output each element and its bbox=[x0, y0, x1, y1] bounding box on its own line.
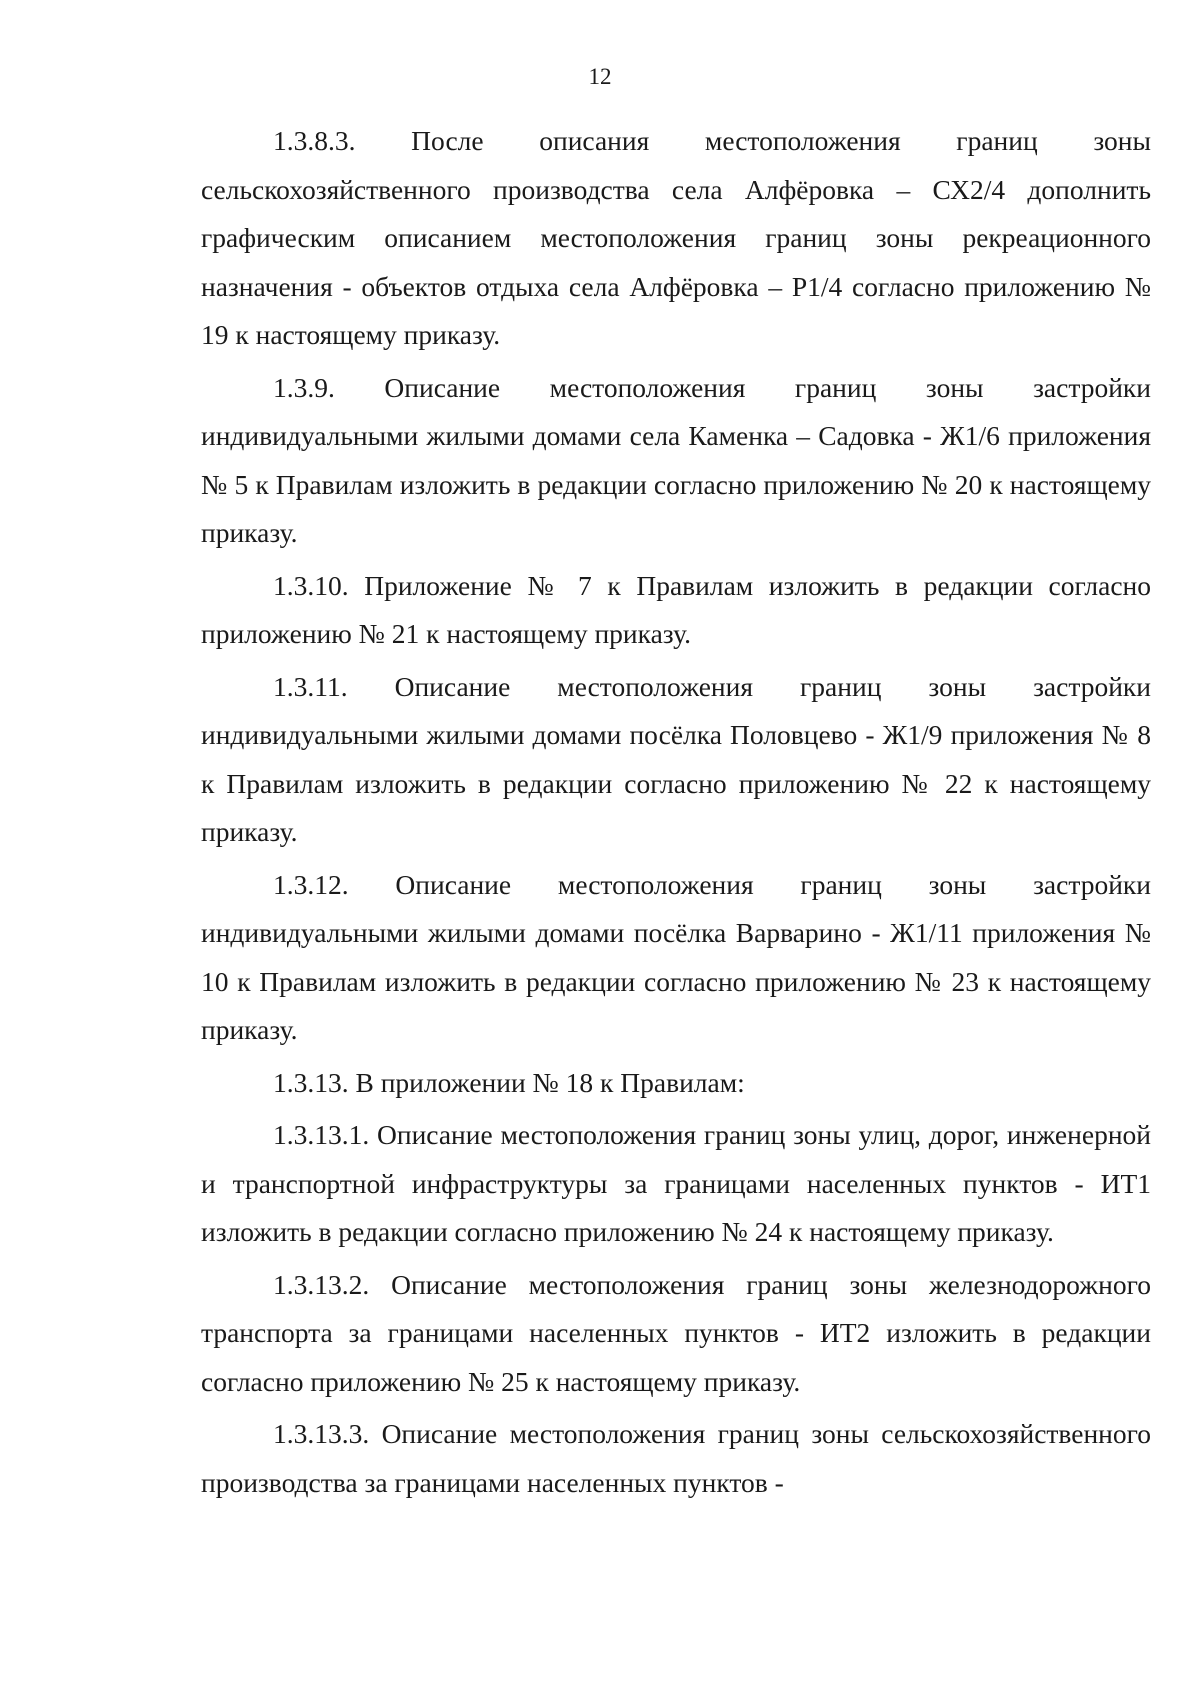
paragraph-1-3-13-3: 1.3.13.3. Описание местоположения границ зоны сельскохозяйственного производства за границами населенных пунктов - bbox=[201, 1418, 1151, 1498]
paragraph-1-3-10: 1.3.10. Приложение № 7 к Правилам изложить в редакции согласно приложению № 21 к настоящему приказу. bbox=[201, 569, 1151, 649]
paragraph-1-3-9: 1.3.9. Описание местоположения границ зоны застройки индивидуальными жилыми домами села Каменка – Садовка - Ж1/6 приложения № 5 к Правилам изложить в редакции согласно приложению № 20 к настоящему приказу. bbox=[201, 371, 1151, 548]
paragraph-1-3-11: 1.3.11. Описание местоположения границ зоны застройки индивидуальными жилыми домами посёлка Половцево - Ж1/9 приложения № 8 к Правилам изложить в редакции согласно приложению № 22 к настоящему приказу. bbox=[201, 670, 1151, 847]
paragraph-1-3-8-3: 1.3.8.3. После описания местоположения границ зоны сельскохозяйственного производства села Алфёровка – СХ2/4 дополнить графическим описанием местоположения границ зоны рекреационного назначения - объектов отдыха села Алфёровка – Р1/4 согласно приложению № 19 к настоящему приказу. bbox=[201, 125, 1151, 350]
document-body bbox=[201, 117, 1151, 1511]
paragraph-1-3-13-2: 1.3.13.2. Описание местоположения границ зоны железнодорожного транспорта за границами населенных пунктов - ИТ2 изложить в редакции согласно приложению № 25 к настоящему приказу. bbox=[201, 1268, 1151, 1397]
page-number: 12 bbox=[588, 64, 612, 89]
paragraph-1-3-12: 1.3.12. Описание местоположения границ зоны застройки индивидуальными жилыми домами посёлка Варварино - Ж1/11 приложения № 10 к Правилам изложить в редакции согласно приложению № 23 к настоящему приказу. bbox=[201, 868, 1151, 1045]
paragraph-1-3-13: 1.3.13. В приложении № 18 к Правилам: bbox=[273, 1066, 745, 1098]
paragraph-1-3-13-1: 1.3.13.1. Описание местоположения границ зоны улиц, дорог, инженерной и транспортной инфраструктуры за границами населенных пунктов - ИТ1 изложить в редакции согласно приложению № 24 к настоящему приказу. bbox=[201, 1119, 1151, 1247]
